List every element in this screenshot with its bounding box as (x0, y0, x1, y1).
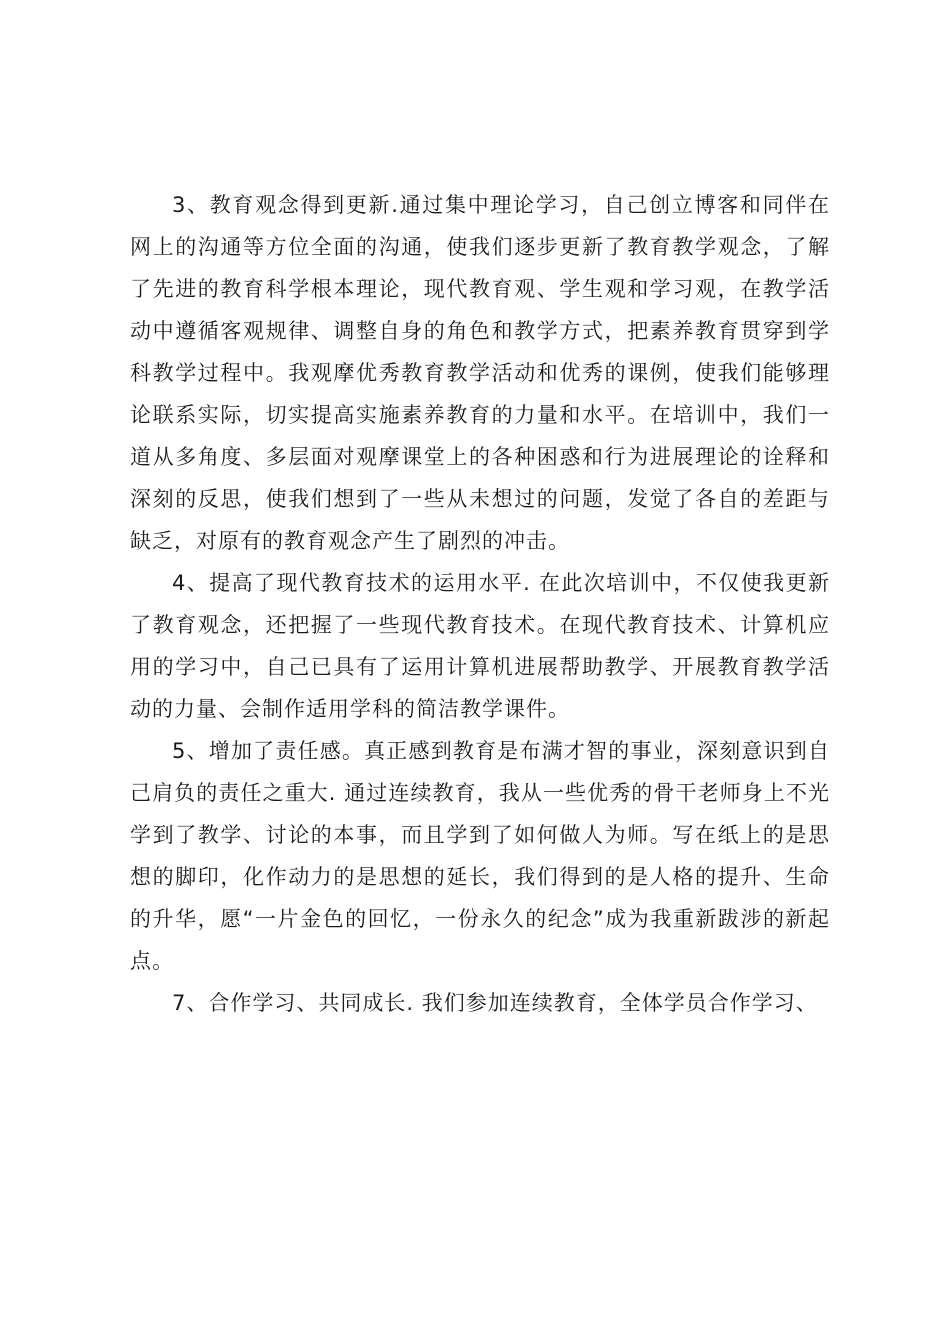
paragraph-responsibility: 5、增加了责任感。真正感到教育是布满才智的事业，深刻意识到自己肩负的责任之重大. 通过连续教育，我从一些优秀的骨干老师身上不光学到了教学、讨论的本事，而且学到了如何做人为师。写在纸上的是思想的脚印，化作动力的是思想的延长，我们得到的是人格的提升、生命的升华，愿“一片金色的回忆，一份永久的纪念”成为我重新跋涉的新起点。 (130, 739, 830, 973)
paragraph-education-technology: 4、提高了现代教育技术的运用水平. 在此次培训中，不仅使我更新了教育观念，还把握了一些现代教育技术。在现代教育技术、计算机应用的学习中，自己已具有了运用计算机进展帮助教学、开展教育教学活动的力量、会制作适用学科的简洁教学课件。 (130, 571, 830, 721)
paragraph-cooperative-learning: 7、合作学习、共同成长. 我们参加连续教育，全体学员合作学习、 (172, 991, 818, 1015)
document-body (130, 184, 830, 1024)
paragraph-education-concept: 3、教育观念得到更新.通过集中理论学习，自己创立博客和同伴在网上的沟通等方位全面的沟通，使我们逐步更新了教育教学观念，了解了先进的教育科学根本理论，现代教育观、学生观和学习观，在教学活动中遵循客观规律、调整自身的角色和教学方式，把素养教育贯穿到学科教学过程中。我观摩优秀教育教学活动和优秀的课例，使我们能够理论联系实际，切实提高实施素养教育的力量和水平。在培训中，我们一道从多角度、多层面对观摩课堂上的各种困惑和行为进展理论的诠释和深刻的反思，使我们想到了一些从未想过的问题，发觉了各自的差距与缺乏，对原有的教育观念产生了剧烈的冲击。 (130, 193, 830, 553)
